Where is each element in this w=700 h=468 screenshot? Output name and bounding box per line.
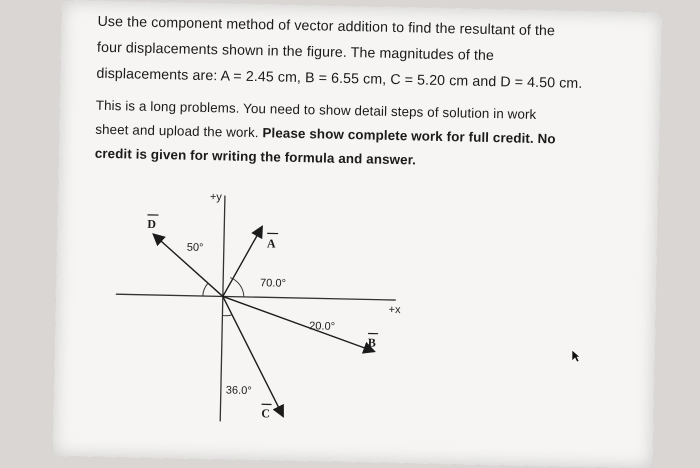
mouse-pointer-icon xyxy=(571,349,581,363)
vector-C-arrow xyxy=(220,296,285,416)
svg-text:C: C xyxy=(261,406,270,420)
angle-C-label: 36.0° xyxy=(226,385,252,398)
angle-A-label: 70.0° xyxy=(260,277,286,290)
x-axis-label: +x xyxy=(388,304,401,316)
vector-B-arrow xyxy=(222,296,376,351)
vector-B-label xyxy=(368,333,378,349)
angle-arc-D xyxy=(203,283,208,296)
problem-line-3: displacements are: A = 2.45 cm, B = 6.55 cm, C = 5.20 cm and D = 4.50 cm. xyxy=(96,61,636,98)
vector-figure xyxy=(52,0,661,468)
problem-line-1: Use the component method of vector addition to find the resultant of the xyxy=(97,9,637,46)
instructions-line-2-normal: sheet and upload the work. xyxy=(95,122,263,140)
angle-D-label: 50° xyxy=(187,242,204,254)
vector-C-label xyxy=(261,404,271,420)
svg-text:A: A xyxy=(267,236,276,250)
y-axis-label: +y xyxy=(210,191,223,203)
instructions-line-2-bold: Please show complete work for full credit. No xyxy=(262,125,555,146)
angle-arc-C xyxy=(222,314,232,315)
vector-A-arrow xyxy=(223,225,262,297)
angle-B-label: 20.0° xyxy=(309,320,335,333)
vector-A-label xyxy=(267,233,278,250)
vector-D-label xyxy=(147,215,158,231)
instructions-line-3: credit is given for writing the formula and answer. xyxy=(95,142,635,177)
svg-text:B: B xyxy=(368,335,376,349)
problem-line-2: four displacements shown in the figure. The magnitudes of the xyxy=(97,35,637,72)
svg-text:D: D xyxy=(147,217,156,231)
instructions-line-1: This is a long problems. You need to show detail steps of solution in work xyxy=(96,94,636,129)
x-axis xyxy=(116,294,396,300)
y-axis xyxy=(220,195,225,421)
worksheet-page xyxy=(52,0,661,468)
